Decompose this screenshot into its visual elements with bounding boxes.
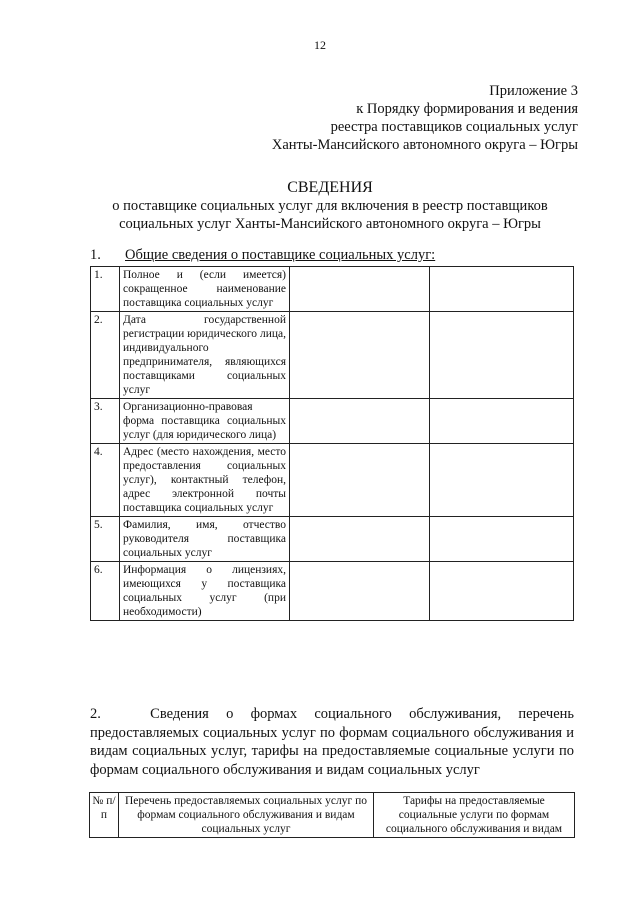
table-row (91, 444, 574, 517)
document-subtitle (0, 197, 640, 233)
row-number: 4. (91, 444, 120, 517)
row-label: Полное и (если имеется) сокращенное наименование поставщика социальных услуг (120, 267, 290, 312)
table-row (91, 399, 574, 444)
row-number: 5. (91, 517, 120, 562)
appendix-line: Приложение 3 (489, 83, 578, 99)
appendix-line: реестра поставщиков социальных услуг (330, 119, 578, 135)
header-services-list: Перечень предоставляемых социальных услуг по формам социального обслуживания и видам социальных услуг (119, 793, 374, 838)
table-row (91, 562, 574, 621)
row-label: Фамилия, имя, отчество руководителя поставщика социальных услуг (120, 517, 290, 562)
value-cell[interactable] (430, 399, 574, 444)
value-cell[interactable] (290, 399, 430, 444)
value-cell[interactable] (430, 312, 574, 399)
value-cell[interactable] (290, 517, 430, 562)
document-title: СВЕДЕНИЯ (287, 179, 373, 196)
value-cell[interactable] (430, 444, 574, 517)
table-row (91, 312, 574, 399)
section1-number: 1. (90, 247, 101, 263)
header-number: № п/п (90, 793, 119, 838)
value-cell[interactable] (430, 517, 574, 562)
section2-text: Сведения о формах социального обслуживания, перечень предоставляемых социальных услуг по формам социального обслуживания и видам социальных услуг, тарифы на предоставляемые социальные услуги по формам социального обслуживания и видам социальных услуг (90, 706, 575, 778)
value-cell[interactable] (290, 267, 430, 312)
provider-info-table (90, 266, 574, 621)
table-header-row (90, 793, 575, 838)
page-number: 12 (314, 38, 326, 52)
row-number: 6. (91, 562, 120, 621)
subtitle-line: социальных услуг Ханты-Мансийского автономного округа – Югры (119, 216, 541, 232)
section2-number: 2. (90, 706, 101, 722)
row-number: 1. (91, 267, 120, 312)
row-label: Информация о лицензиях, имеющихся у поставщика социальных услуг (при необходимости) (120, 562, 290, 621)
appendix-line: Ханты-Мансийского автономного округа – Югры (271, 137, 578, 153)
section1-title: Общие сведения о поставщике социальных услуг: (125, 247, 436, 263)
services-table (89, 792, 575, 838)
value-cell[interactable] (290, 562, 430, 621)
value-cell[interactable] (430, 267, 574, 312)
row-label: Дата государственной регистрации юридического лица, индивидуального предпринимателя, являющихся поставщиками социальных услуг (120, 312, 290, 399)
subtitle-line: о поставщике социальных услуг для включения в реестр поставщиков (112, 198, 548, 214)
row-number: 3. (91, 399, 120, 444)
value-cell[interactable] (290, 444, 430, 517)
section2-paragraph (90, 705, 574, 779)
value-cell[interactable] (430, 562, 574, 621)
row-label: Организационно-правовая форма поставщика социальных услуг (для юридического лица) (120, 399, 290, 444)
appendix-line: к Порядку формирования и ведения (356, 101, 578, 117)
row-number: 2. (91, 312, 120, 399)
row-label: Адрес (место нахождения, место предоставления социальных услуг), контактный телефон, адрес электронной почты поставщика социальных услуг (120, 444, 290, 517)
table-row (91, 267, 574, 312)
table-row (91, 517, 574, 562)
appendix-block (272, 82, 578, 154)
value-cell[interactable] (290, 312, 430, 399)
header-tariffs: Тарифы на предоставляемые социальные услуги по формам социального обслуживания и видам (374, 793, 575, 838)
